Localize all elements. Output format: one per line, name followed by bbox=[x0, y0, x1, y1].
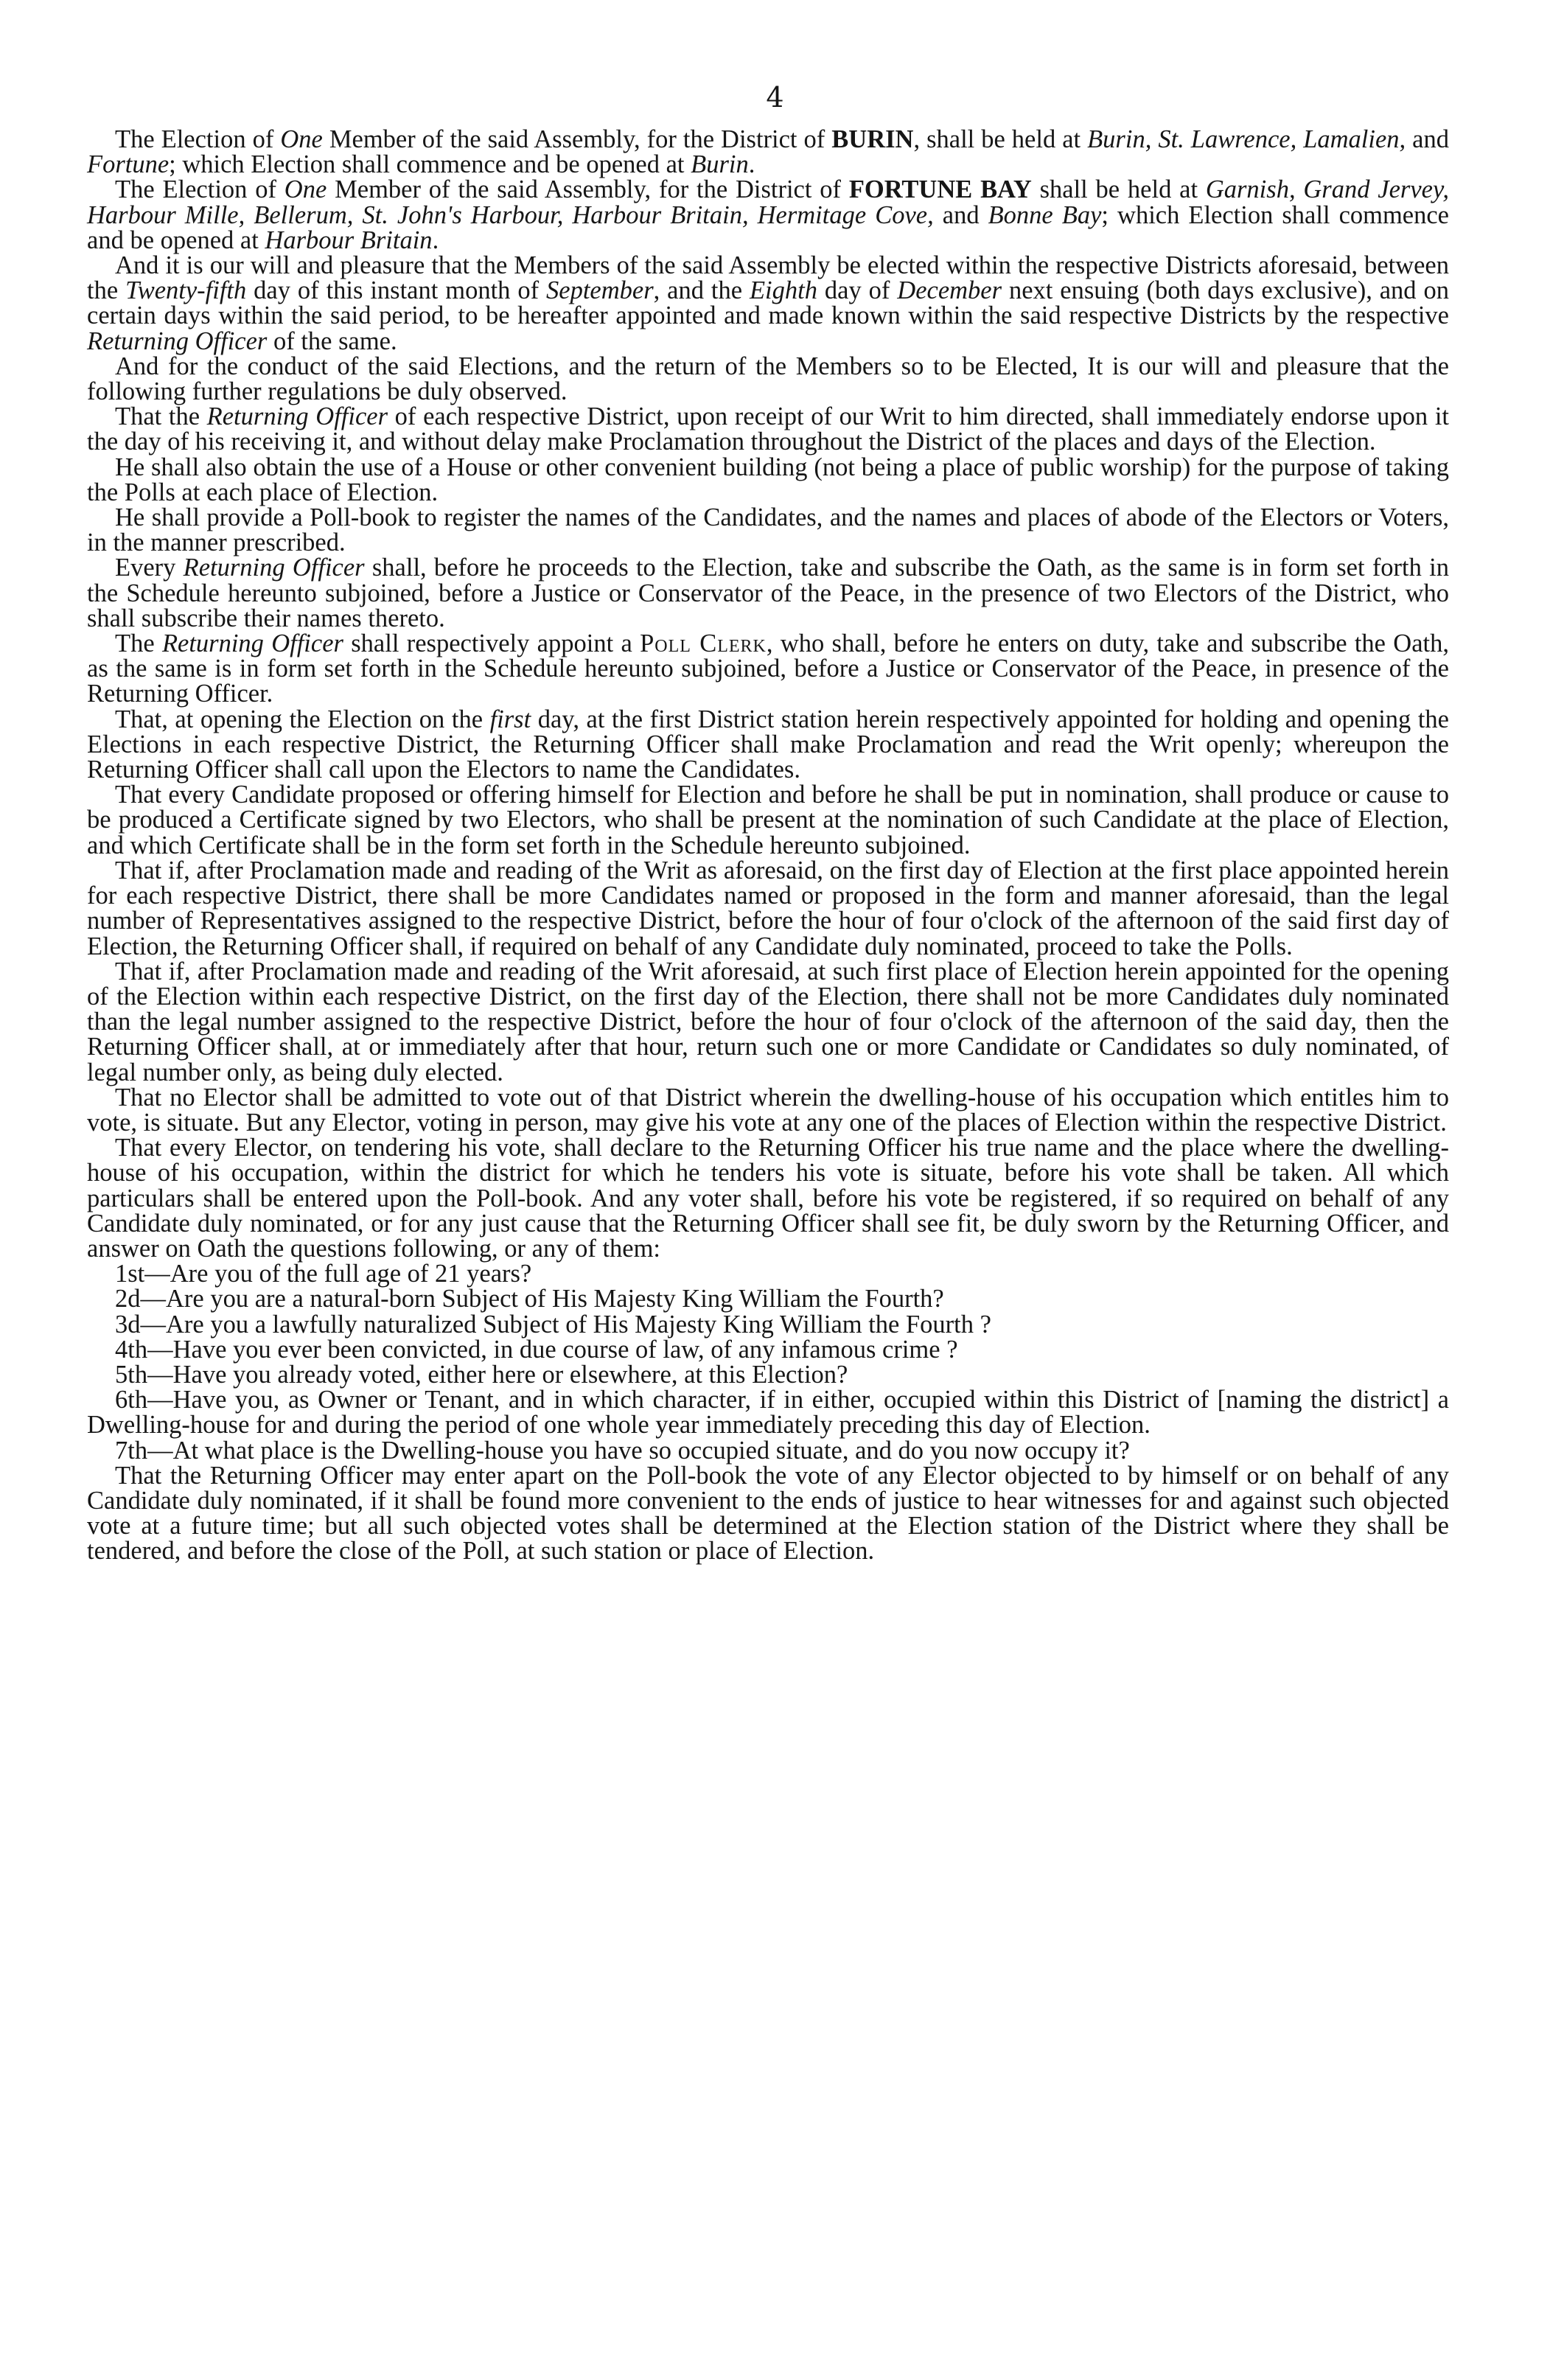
text-segment: The Election of bbox=[115, 175, 284, 204]
text-segment: 6th—Have you, as Owner or Tenant, and in which character, if in either, occupied within this District of [naming the district] a Dwelling-house for and during the period of one whole year immediately preceding this day of Election. bbox=[87, 1386, 1449, 1439]
text-segment: FORTUNE BAY bbox=[848, 175, 1032, 204]
text-segment: Returning Officer bbox=[87, 327, 268, 355]
text-segment: 1st—Are you of the full age of 21 years? bbox=[115, 1260, 532, 1288]
paragraph bbox=[87, 1463, 1449, 1564]
text-segment: ; which Election shall commence and be opened at bbox=[87, 200, 1449, 254]
text-segment: That every Elector, on tendering his vote, shall declare to the Returning Officer his true name and the place where the dwelling-house of his occupation, within the district for which he tenders his vote is situate, before his vote shall be taken. All which particulars shall be entered upon the Poll-book. And any voter shall, before his vote be registered, if so required on behalf of any Candidate duly nominated, or for any just cause that the Returning Officer shall see fit, be duly sworn by the Returning Officer, and answer on Oath the questions following, or any of them: bbox=[87, 1134, 1449, 1263]
oath-question bbox=[87, 1438, 1449, 1463]
text-segment: ; which Election shall commence and be opened at bbox=[169, 150, 691, 179]
text-segment: 7th—At what place is the Dwelling-house you have so occupied situate, and do you now occupy it? bbox=[115, 1436, 1130, 1465]
oath-question bbox=[87, 1261, 1449, 1286]
text-segment: Returning Officer bbox=[183, 554, 365, 582]
text-segment: Poll Clerk bbox=[640, 629, 767, 658]
text-segment: Harbour Britain bbox=[265, 226, 433, 254]
text-segment: BURIN bbox=[831, 125, 914, 153]
text-segment: shall respectively appoint a bbox=[343, 629, 640, 658]
text-segment: That every Candidate proposed or offering himself for Election and before he shall be put in nomination, shall produce or cause to be produced a Certificate signed by two Electors, who shall be present at the nomination of such Candidate at the place of Election, and which Certificate shall be in the form set forth in the Schedule hereunto subjoined. bbox=[87, 781, 1449, 859]
text-segment: . bbox=[432, 226, 439, 254]
text-segment: That if, after Proclamation made and reading of the Writ aforesaid, at such first place of Election herein appointed for the opening of the Election within each respective District, on the first day of the Election, there shall not be more Candidates duly nominated than the legal number assigned to the respective District, before the hour of four o'clock of the afternoon of the said day, then the Returning Officer shall, at or immediately after that hour, return such one or more Candidate or Candidates so duly nominated, of legal number only, as being duly elected. bbox=[87, 957, 1449, 1086]
text-segment: That no Elector shall be admitted to vote out of that District wherein the dwelling-house of his occupation which entitles him to vote, is situate. But any Elector, voting in person, may give his vote at any one of the places of Election within the respective District. bbox=[87, 1083, 1449, 1137]
document-body bbox=[87, 127, 1449, 1564]
paragraph bbox=[87, 782, 1449, 858]
paragraph bbox=[87, 959, 1449, 1085]
text-segment: Eighth bbox=[749, 276, 817, 305]
paragraph bbox=[87, 631, 1449, 707]
text-segment: , shall be held at bbox=[913, 125, 1088, 153]
text-segment: Returning Officer bbox=[161, 629, 343, 658]
text-segment: Burin bbox=[691, 150, 749, 179]
text-segment: and bbox=[1406, 125, 1449, 153]
text-segment: day of bbox=[817, 276, 898, 305]
text-segment: Member of the said Assembly, for the District of bbox=[327, 175, 849, 204]
text-segment: of each respective District, upon receipt of our Writ to him directed, shall immediately endorse upon it the day of his receiving it, and without delay make Proclamation throughout the District of the places and days of the Election. bbox=[87, 402, 1449, 456]
text-segment: , and the bbox=[653, 276, 750, 305]
text-segment: Garnish, Grand Jervey, Harbour Mille, Bellerum, St. John's Harbour, Harbour Britain, Hermitage Cove, bbox=[87, 175, 1449, 229]
text-segment: 5th—Have you already voted, either here or elsewhere, at this Election? bbox=[115, 1360, 848, 1389]
text-segment: He shall provide a Poll-book to register the names of the Candidates, and the names and places of abode of the Electors or Voters, in the manner prescribed. bbox=[87, 503, 1449, 557]
text-segment: That, at opening the Election on the bbox=[115, 705, 490, 733]
text-segment: shall, before he proceeds to the Election, take and subscribe the Oath, as the same is in form set forth in the Schedule hereunto subjoined, before a Justice or Conservator of the Peace, in the presence of two Electors of the District, who shall subscribe their names thereto. bbox=[87, 554, 1449, 632]
text-segment: Every bbox=[115, 554, 184, 582]
paragraph bbox=[87, 253, 1449, 354]
text-segment: next ensuing (both days exclusive), and on certain days within the said period, to be hereafter appointed and made known within the said respective Districts by the respective bbox=[87, 276, 1449, 330]
text-segment: September bbox=[546, 276, 654, 305]
text-segment: and bbox=[933, 200, 988, 229]
text-segment: . bbox=[748, 150, 755, 179]
text-segment: 2d—Are you are a natural-born Subject of His Majesty King William the Fourth? bbox=[115, 1285, 944, 1313]
oath-question bbox=[87, 1286, 1449, 1311]
text-segment: That the Returning Officer may enter apart on the Poll-book the vote of any Elector objected to by himself or on behalf of any Candidate duly nominated, if it shall be found more convenient to the ends of justice to hear witnesses for and against such objected vote at a future time; but all such objected votes shall be determined at the Election station of the District where they shall be tendered, and before the close of the Poll, at such station or place of Election. bbox=[87, 1461, 1449, 1566]
oath-question bbox=[87, 1337, 1449, 1362]
text-segment: That if, after Proclamation made and reading of the Writ as aforesaid, on the first day of Election at the first place appointed herein for each respective District, there shall be more Candidates named or proposed in the form and manner aforesaid, than the legal number of Representatives assigned to the respective District, before the hour of four o'clock of the afternoon of the said first day of Election, the Returning Officer shall, if required on behalf of any Candidate duly nominated, proceed to take the Polls. bbox=[87, 856, 1449, 960]
text-segment: Fortune bbox=[87, 150, 170, 179]
paragraph bbox=[87, 1085, 1449, 1135]
text-segment: The Election of bbox=[115, 125, 281, 153]
text-segment: 4th—Have you ever been convicted, in due course of law, of any infamous crime ? bbox=[115, 1335, 958, 1364]
page-number: 4 bbox=[766, 81, 784, 114]
text-segment: And it is our will and pleasure that the Members of the said Assembly be elected within the respective Districts aforesaid, between the bbox=[87, 251, 1449, 305]
oath-question bbox=[87, 1362, 1449, 1387]
text-segment: , who shall, before he enters on duty, take and subscribe the Oath, as the same is in form set forth in the Schedule hereunto subjoined, before a Justice or Conservator of the Peace, in presence of the Returning Officer. bbox=[87, 629, 1449, 708]
text-segment: One bbox=[280, 125, 323, 153]
text-segment: first bbox=[489, 705, 531, 733]
paragraph bbox=[87, 1387, 1449, 1437]
text-segment: December bbox=[897, 276, 1002, 305]
text-segment: Bonne Bay bbox=[988, 200, 1102, 229]
paragraph bbox=[87, 1135, 1449, 1261]
paragraph bbox=[87, 455, 1449, 505]
text-segment: One bbox=[284, 175, 327, 204]
text-segment: He shall also obtain the use of a House or other convenient building (not being a place of public worship) for the purpose of taking the Polls at each place of Election. bbox=[87, 453, 1449, 506]
text-segment: And for the conduct of the said Elections, and the return of the Members so to be Elected, It is our will and pleasure that the following further regulations be duly observed. bbox=[87, 352, 1449, 406]
text-segment: day of this instant month of bbox=[246, 276, 546, 305]
paragraph bbox=[87, 404, 1449, 454]
text-segment: shall be held at bbox=[1031, 175, 1206, 204]
text-segment: 3d—Are you a lawfully naturalized Subject of His Majesty King William the Fourth ? bbox=[115, 1310, 991, 1339]
paragraph bbox=[87, 555, 1449, 631]
text-segment: Member of the said Assembly, for the District of bbox=[322, 125, 832, 153]
text-segment: Returning Officer bbox=[206, 402, 388, 431]
text-segment: The bbox=[115, 629, 162, 658]
text-segment: of the same. bbox=[267, 327, 397, 355]
oath-question bbox=[87, 1312, 1449, 1337]
text-segment: Burin, St. Lawrence, Lamalien, bbox=[1087, 125, 1406, 153]
paragraph bbox=[87, 707, 1449, 783]
text-segment: That the bbox=[115, 402, 207, 431]
paragraph bbox=[87, 177, 1449, 253]
paragraph bbox=[87, 354, 1449, 404]
paragraph bbox=[87, 858, 1449, 959]
text-segment: day, at the first District station herein respectively appointed for holding and opening the Elections in each respective District, the Returning Officer shall make Proclamation and read the Writ openly; whereupon the Returning Officer shall call upon the Electors to name the Candidates. bbox=[87, 705, 1449, 784]
text-segment: Twenty-fifth bbox=[125, 276, 247, 305]
paragraph bbox=[87, 127, 1449, 177]
paragraph bbox=[87, 505, 1449, 555]
